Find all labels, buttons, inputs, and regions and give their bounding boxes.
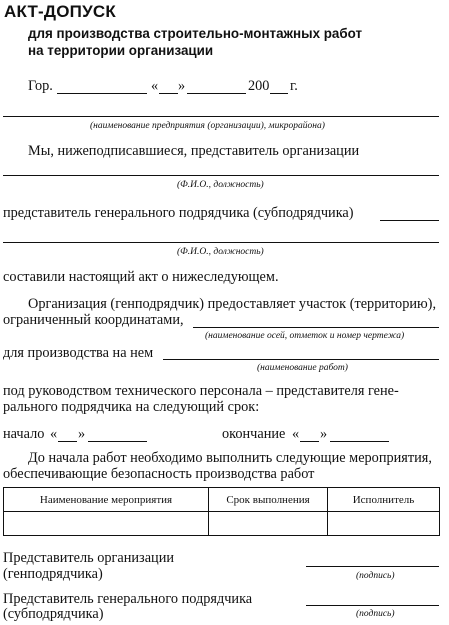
caption-fio-2: (Ф.И.О., должность)	[177, 247, 264, 257]
before-text-line2: обеспечивающие безопасность производства работ	[3, 466, 315, 482]
table-row	[4, 512, 440, 536]
gen-contractor-rep-blank-1[interactable]	[380, 220, 439, 221]
document-subtitle-line1: для производства строительно-монтажных работ	[28, 26, 363, 41]
year-prefix: 200	[248, 78, 270, 94]
coordinates-blank[interactable]	[193, 327, 439, 328]
end-month-blank[interactable]	[330, 441, 389, 442]
cell-measure-name[interactable]	[4, 512, 209, 536]
start-quote-close: »	[78, 426, 86, 442]
cell-executor[interactable]	[328, 512, 440, 536]
before-text-line1: До начала работ необходимо выполнить следующие мероприятия,	[28, 450, 432, 466]
organization-blank[interactable]	[3, 116, 439, 117]
day-blank[interactable]	[159, 93, 178, 94]
caption-fio-1: (Ф.И.О., должность)	[177, 180, 264, 190]
signature2-label-line1: Представитель генерального подрядчика	[3, 591, 253, 607]
start-day-blank[interactable]	[58, 441, 77, 442]
signature1-caption: (подпись)	[356, 571, 395, 581]
month-blank[interactable]	[187, 93, 246, 94]
start-quote-open: «	[50, 426, 58, 442]
document-title: АКТ-ДОПУСК	[4, 2, 116, 21]
measures-table	[3, 487, 440, 536]
guidance-text-line1: под руководством технического персонала – представителя гене-	[3, 383, 399, 399]
caption-organization: (наименование предприятия (организации), микрорайона)	[90, 121, 325, 131]
signature1-label-line1: Представитель организации	[3, 550, 174, 566]
org-representative-blank[interactable]	[3, 175, 439, 176]
provides-text-line2: ограниченный координатами,	[3, 312, 184, 328]
table-header-row	[4, 488, 440, 512]
caption-works: (наименование работ)	[257, 363, 348, 373]
caption-axes: (наименование осей, отметок и номер чертежа)	[205, 331, 405, 341]
start-label: начало	[3, 426, 45, 442]
cell-deadline[interactable]	[209, 512, 328, 536]
act-composed-text: составили настоящий акт о нижеследующем.	[3, 269, 279, 285]
year-blank[interactable]	[270, 93, 288, 94]
undersigned-text: Мы, нижеподписавшиеся, представитель организации	[28, 143, 360, 159]
start-month-blank[interactable]	[88, 441, 147, 442]
provides-text-line1: Организация (генподрядчик) предоставляет участок (территорию),	[28, 296, 437, 312]
signature1-blank[interactable]	[306, 566, 439, 567]
header-deadline: Срок выполнения	[209, 488, 328, 512]
gen-contractor-rep-text: представитель генерального подрядчика (субподрядчика)	[3, 205, 354, 221]
day-quote-open: «	[151, 78, 159, 94]
signature1-label-line2: (генподрядчика)	[3, 566, 103, 582]
city-blank[interactable]	[57, 93, 147, 94]
end-day-blank[interactable]	[300, 441, 319, 442]
day-quote-close: »	[178, 78, 186, 94]
signature2-caption: (подпись)	[356, 609, 395, 619]
end-quote-open: «	[292, 426, 300, 442]
signature2-label-line2: (субподрядчика)	[3, 606, 104, 622]
document-subtitle-line2: на территории организации	[28, 43, 214, 58]
header-measure-name: Наименование мероприятия	[4, 488, 209, 512]
city-label: Гор.	[28, 78, 53, 94]
works-blank[interactable]	[163, 359, 439, 360]
guidance-text-line2: рального подрядчика на следующий срок:	[3, 399, 260, 415]
gen-contractor-rep-blank-2[interactable]	[3, 242, 439, 243]
for-production-text: для производства на нем	[3, 345, 154, 361]
signature2-blank[interactable]	[306, 605, 439, 606]
end-label: окончание	[222, 426, 286, 442]
end-quote-close: »	[320, 426, 328, 442]
year-suffix: г.	[290, 78, 298, 94]
header-executor: Исполнитель	[328, 488, 440, 512]
